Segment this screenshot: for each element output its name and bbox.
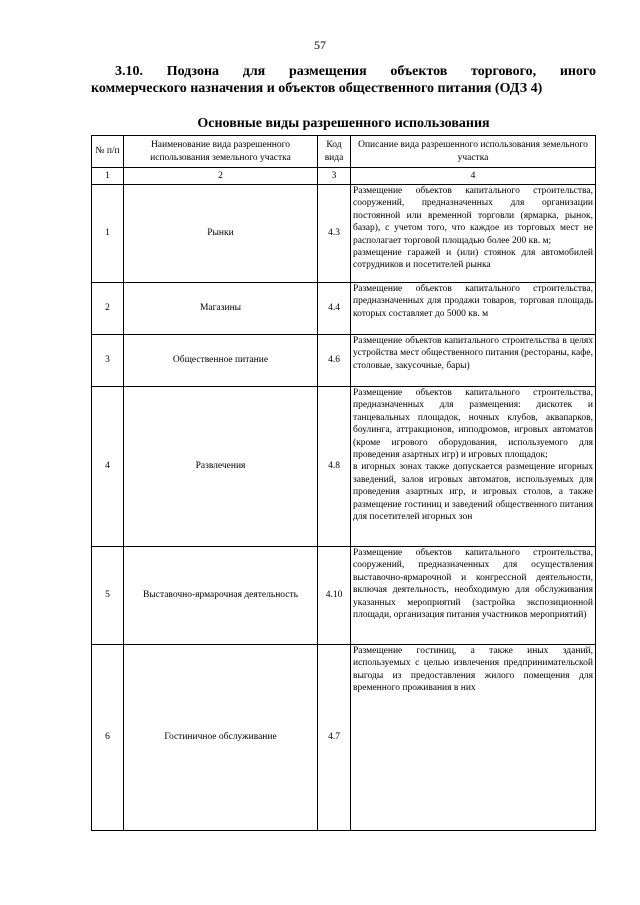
use-description bbox=[351, 645, 596, 831]
section-heading-line-1: 3.10. Подзона для размещения объектов торгового, иного bbox=[115, 64, 596, 79]
table-row bbox=[92, 547, 596, 645]
row-number: 6 bbox=[92, 645, 124, 831]
table-row bbox=[92, 645, 596, 831]
header-code: Код вида bbox=[318, 136, 351, 168]
row-number: 1 bbox=[92, 185, 124, 283]
use-code: 4.7 bbox=[318, 645, 351, 831]
use-name: Развлечения bbox=[124, 387, 318, 547]
table-row bbox=[92, 387, 596, 547]
header-num: № п/п bbox=[92, 136, 124, 168]
use-code: 4.10 bbox=[318, 547, 351, 645]
description-paragraph: Размещение объектов капитального строительства, сооружений, предназначенных для осуществления выставочно-ярмарочной и конгрессной деятельности, включая деятельность, необходимую для обслуживания указанных мероприятий (застройка экспозиционной площади, организация питания участников мероприятий) bbox=[353, 548, 593, 621]
description-paragraph: Размещение объектов капитального строительства, предназначенных для размещения: дискотек и танцевальных площадок, ночных клубов, аквапарков, боулинга, аттракционов, ипподромов, игровых автоматов (кроме игрового оборудования, используемого для проведения азартных игр) и игровых площадок; bbox=[353, 388, 593, 461]
table-row bbox=[92, 185, 596, 283]
description-paragraph: Размещение объектов капитального строительства в целях устройства мест общественного питания (рестораны, кафе, столовые, закусочные, бары) bbox=[353, 336, 593, 371]
use-name: Магазины bbox=[124, 283, 318, 335]
description-paragraph: в игорных зонах также допускается размещение игорных заведений, залов игровых автоматов, используемых для проведения азартных игр, и игровых столов, а также размещение гостиниц и заведений общественного питания для посетителей игорных зон bbox=[353, 462, 593, 523]
description-paragraph: Размещение гостиниц, а также иных зданий, используемых с целью извлечения предпринимательской выгоды из предоставления жилого помещения для временного проживания в них bbox=[353, 646, 593, 694]
row-number: 4 bbox=[92, 387, 124, 547]
header-name: Наименование вида разрешенного использования земельного участка bbox=[124, 136, 318, 168]
table-header-row bbox=[92, 136, 596, 168]
column-index: 1 bbox=[92, 168, 124, 185]
description-paragraph: размещение гаражей и (или) стоянок для автомобилей сотрудников и посетителей рынка bbox=[353, 248, 593, 271]
use-code: 4.3 bbox=[318, 185, 351, 283]
section-heading-line-2: коммерческого назначения и объектов общественного питания (ОДЗ 4) bbox=[91, 81, 543, 96]
row-number: 5 bbox=[92, 547, 124, 645]
table-row bbox=[92, 335, 596, 387]
use-name: Выставочно-ярмарочная деятельность bbox=[124, 547, 318, 645]
use-name: Общественное питание bbox=[124, 335, 318, 387]
use-name: Рынки bbox=[124, 185, 318, 283]
description-paragraph: Размещение объектов капитального строительства, предназначенных для продажи товаров, торговая площадь которых составляет до 5000 кв. м bbox=[353, 284, 593, 319]
row-number: 2 bbox=[92, 283, 124, 335]
column-index: 4 bbox=[351, 168, 596, 185]
use-description bbox=[351, 185, 596, 283]
column-index: 2 bbox=[124, 168, 318, 185]
page-number: 57 bbox=[314, 38, 326, 52]
column-index: 3 bbox=[318, 168, 351, 185]
use-description bbox=[351, 283, 596, 335]
table-row bbox=[92, 283, 596, 335]
use-name: Гостиничное обслуживание bbox=[124, 645, 318, 831]
row-number: 3 bbox=[92, 335, 124, 387]
use-description bbox=[351, 335, 596, 387]
description-paragraph: Размещение объектов капитального строительства, сооружений, предназначенных для организации постоянной или временной торговли (ярмарка, рынок, базар), с учетом того, что каждое из торговых мест не располагает торговой площадью более 200 кв. м; bbox=[353, 186, 593, 246]
use-code: 4.6 bbox=[318, 335, 351, 387]
column-index-row bbox=[92, 168, 596, 185]
use-description bbox=[351, 547, 596, 645]
header-description: Описание вида разрешенного использования земельного участка bbox=[351, 136, 596, 168]
use-code: 4.8 bbox=[318, 387, 351, 547]
permitted-uses-table bbox=[91, 135, 596, 831]
table-title: Основные виды разрешенного использования bbox=[197, 116, 490, 131]
use-description bbox=[351, 387, 596, 547]
use-code: 4.4 bbox=[318, 283, 351, 335]
